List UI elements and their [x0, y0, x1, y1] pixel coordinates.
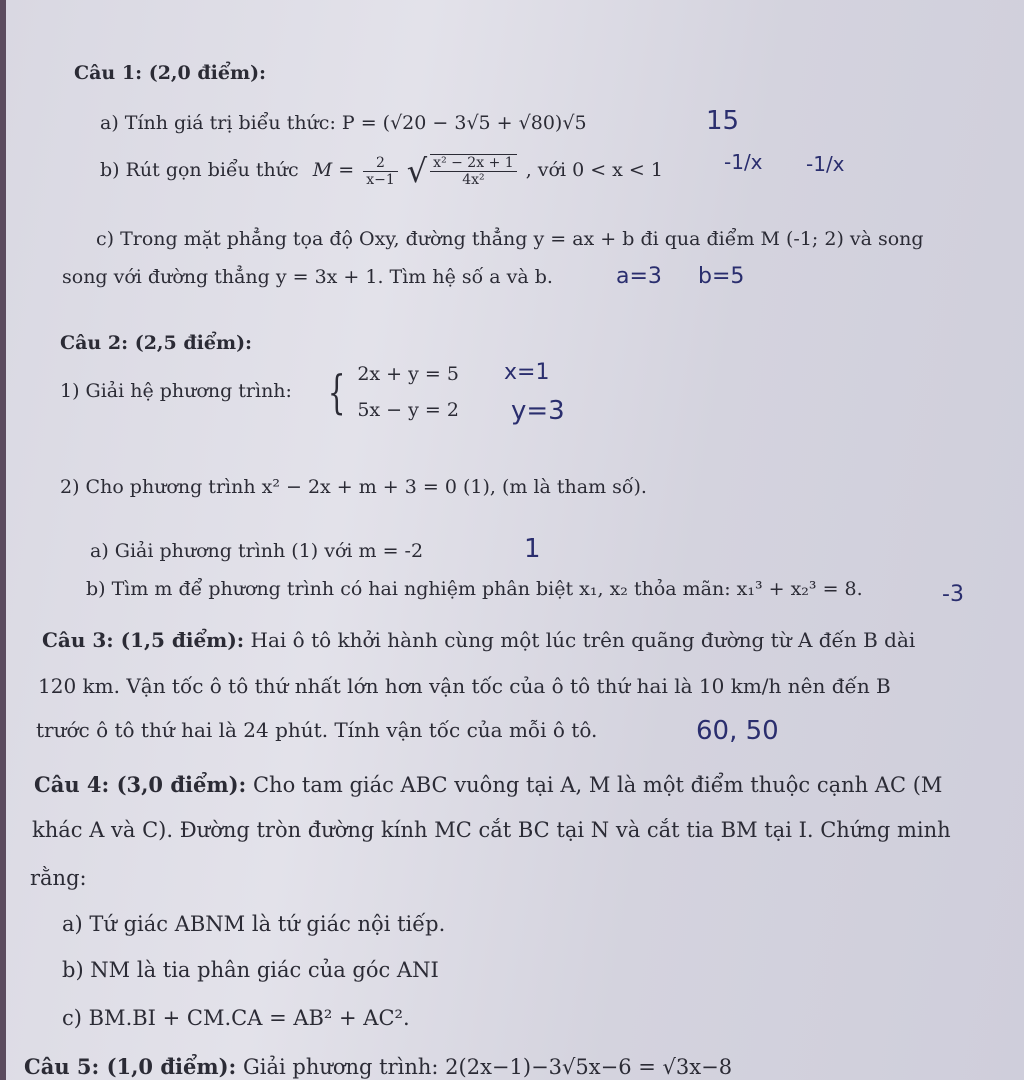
q1-b-frac-den: x−1	[366, 171, 395, 188]
q1-c-answer-b: b=5	[698, 264, 745, 289]
q2-2b-answer: -3	[942, 582, 964, 607]
q5-text: Giải phương trình: 2(2x−1)−3√5x−6 = √3x−8	[242, 1055, 733, 1079]
q1-c-answer-a: a=3	[616, 264, 662, 289]
q2-2a-answer: 1	[524, 534, 541, 564]
q2-1-text: 1) Giải hệ phương trình:	[60, 380, 292, 402]
q1-a-text: a) Tính giá trị biểu thức: P = (√20 − 3√5 + √80)√5	[100, 112, 587, 134]
q2-2-text: 2) Cho phương trình x² − 2x + m + 3 = 0 (1), (m là tham số).	[60, 476, 647, 498]
q2-2b-text: b) Tìm m để phương trình có hai nghiệm phân biệt x₁, x₂ thỏa mãn: x₁³ + x₂³ = 8.	[86, 578, 863, 600]
q1-b-answer-1: -1/x	[724, 150, 763, 174]
q1-b-answer-2: -1/x	[806, 152, 845, 176]
q4-title: Câu 4: (3,0 điểm):	[34, 772, 247, 797]
q1-b-fraction	[363, 155, 398, 188]
exam-sheet	[6, 0, 1024, 1080]
q3-line1	[42, 628, 915, 652]
q4-a: a) Tứ giác ABNM là tứ giác nội tiếp.	[62, 912, 446, 936]
q5-line	[24, 1054, 732, 1079]
brace-icon: {	[327, 365, 346, 419]
q1-c-line1: c) Trong mặt phẳng tọa độ Oxy, đường thẳng y = ax + b đi qua điểm M (-1; 2) và song	[96, 228, 924, 250]
q2-system	[322, 356, 459, 428]
q1-b-frac-num: 2	[363, 155, 398, 172]
q1-b-M: M =	[312, 159, 355, 181]
q1-b-root-den: 4x²	[462, 172, 485, 188]
q1-b-line: b) Rút gọn biểu thức M = $\frac{2}{x-1}$ √ $\frac{\text{x² − 2x + 1}}{\text{4x²}}$ , với 0 < x < 1	[100, 152, 663, 190]
q3-line3: trước ô tô thứ hai là 24 phút. Tính vận tốc của mỗi ô tô.	[36, 718, 598, 742]
q4-line3: rằng:	[30, 866, 87, 890]
q4-text-1: Cho tam giác ABC vuông tại A, M là một điểm thuộc cạnh AC (M	[252, 773, 943, 797]
q1-b-root	[430, 154, 516, 188]
q1-title: Câu 1: (2,0 điểm):	[74, 62, 267, 84]
q4-line2: khác A và C). Đường tròn đường kính MC cắt BC tại N và cắt tia BM tại I. Chứng minh	[32, 818, 951, 842]
q2-answer-y: y=3	[511, 396, 565, 426]
q4-b: b) NM là tia phân giác của góc ANI	[62, 958, 439, 982]
q3-title: Câu 3: (1,5 điểm):	[42, 628, 245, 652]
q1-a-answer: 15	[706, 106, 740, 136]
q1-c-line2: song với đường thẳng y = 3x + 1. Tìm hệ số a và b.	[62, 266, 553, 288]
q2-answer-x: x=1	[504, 360, 550, 385]
q3-text-1: Hai ô tô khởi hành cùng một lúc trên quãng đường từ A đến B dài	[250, 628, 916, 652]
q2-eq2: 5x − y = 2	[357, 399, 459, 421]
q2-title: Câu 2: (2,5 điểm):	[60, 332, 253, 354]
q3-line2: 120 km. Vận tốc ô tô thứ nhất lớn hơn vận tốc của ô tô thứ hai là 10 km/h nên đến B	[38, 674, 891, 698]
q3-answer: 60, 50	[696, 716, 779, 746]
q5-title: Câu 5: (1,0 điểm):	[24, 1054, 237, 1079]
q1-b-text: b) Rút gọn biểu thức	[100, 159, 299, 181]
q1-b-root-num: x² − 2x + 1	[430, 155, 516, 172]
q2-2a-text: a) Giải phương trình (1) với m = -2	[90, 540, 424, 562]
q2-eq1: 2x + y = 5	[357, 363, 459, 385]
q4-line1	[34, 772, 942, 797]
q1-b-condition: , với 0 < x < 1	[525, 159, 663, 181]
q4-c: c) BM.BI + CM.CA = AB² + AC².	[62, 1006, 410, 1030]
